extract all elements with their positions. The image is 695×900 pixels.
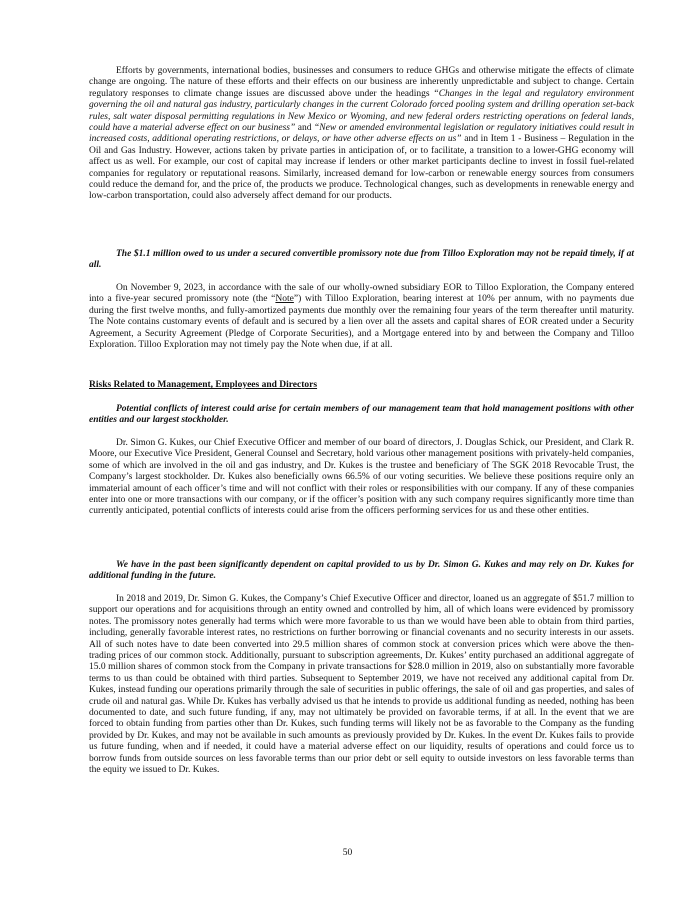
defined-term-note: Note (275, 294, 294, 305)
risk-heading-conflicts-of-interest (89, 404, 634, 427)
cross-reference-heading: “Changes in the legal and regulatory environment governing the oil and natural gas industry, particularly changes in the current Colorado forced pooling system and drilling operation set-back rules, salt water disposal permitting regulations in New Mexico or Wyoming, and new federal orders restricting operations on federal lands, could have a material adverse effect on our business” (89, 88, 634, 134)
kukes-funding-paragraph (89, 594, 634, 777)
risk-heading-text: Potential conflicts of interest could arise for certain members of our management team that hold management positions with other entities and our largest stockholder. (89, 404, 634, 426)
conflicts-of-interest-paragraph (89, 438, 634, 518)
risk-heading-tilloo-note (89, 249, 634, 272)
tilloo-note-paragraph (89, 283, 634, 351)
page-number: 50 (342, 848, 353, 858)
cross-reference-heading: “New or amended environmental legislation or regulatory initiatives could result in increased costs, additional operating restrictions, or delays, or have other adverse effects on us” (89, 123, 634, 145)
paragraph-text: ”) with Tilloo Exploration, bearing interest at 10% per annum, with no payments due during the first twelve months, and fully-amortized payments due monthly over the remaining four years of the term thereafter until maturity. The Note contains customary events of default and is secured by a lien over all the assets and capital shares of EOR created under a Security Agreement, a Security Agreement (Pledge of Corporate Securities), and a Mortgage entered into by and between the Company and Tilloo Exploration. Tilloo Exploration may not timely pay the Note when due, if at all. (89, 294, 634, 351)
risk-heading-kukes-funding (89, 560, 634, 583)
section-title-text: Risks Related to Management, Employees and Directors (89, 380, 318, 390)
risk-heading-text: We have in the past been significantly dependent on capital provided to us by Dr. Simon G. Kukes and may rely on Dr. Kukes for additional funding in the future. (89, 560, 634, 582)
section-title-management-risks (89, 380, 634, 391)
paragraph-text: In 2018 and 2019, Dr. Simon G. Kukes, the Company’s Chief Executive Officer and director, loaned us an aggregate of $51.7 million to support our operations and for acquisitions through an entity owned and controlled by him, all of which loans were evidenced by promissory notes. The promissory notes generally had terms which were more favorable to us than we would have been able to obtain from third parties, including, generally favorable interest rates, no restrictions on further borrowing or financial covenants and no security interests in our assets. All of such notes have to date been converted into 29.5 million shares of common stock at conversion prices which were above the then-trading prices of our common stock. Additionally, pursuant to subscription agreements, Dr. Kukes’ entity purchased an additional aggregate of 15.0 million shares of common stock from the Company in private transactions for $28.0 million in 2019, also on substantially more favorable terms to us than could be obtained with third parties. Subsequent to September 2019, we have not received any additional capital from Dr. Kukes, instead funding our operations primarily through the sale of securities in public offerings, the sale of oil and gas properties, and sales of crude oil and natural gas. While Dr. Kukes has verbally advised us that he intends to provide us additional funding as needed, nothing has been documented to date, and such future funding, if any, may not ultimately be provided on favorable terms, if at all. In the event that we are forced to obtain funding from parties other than Dr. Kukes, such funding terms will likely not be as favorable to the Company as the funding provided by Dr. Kukes, and may not be available in such amounts as previously provided by Dr. Kukes. In the event Dr. Kukes fails to provide us future funding, when and if needed, it could have a material adverse effect on our liquidity, results of operations and could force us to borrow funds from outside sources on less favorable terms than our prior debt or sell equity to outside investors on less favorable terms than the equity we issued to Dr. Kukes. (89, 594, 634, 776)
paragraph-text: and in Item 1 - Business – Regulation in the Oil and Gas Industry. However, actions taken by private parties in anticipation of, or to facilitate, a transition to a lower-GHG economy will affect us as well. For example, our cost of capital may increase if lenders or other market participants decline to invest in fossil fuel-related companies for regulatory or reputational reasons. Similarly, increased demand for low-carbon or renewable energy sources from consumers could reduce the demand for, and the price of, the products we produce. Technological changes, such as developments in renewable energy and low-carbon transportation, could also adversely affect demand for our products. (89, 134, 634, 202)
climate-change-paragraph (89, 66, 634, 203)
paragraph-text: Efforts by governments, international bodies, businesses and consumers to reduce GHGs and otherwise mitigate the effects of climate change are ongoing. The nature of these efforts and their effects on our business are inherently unpredictable and subject to change. Certain regulatory responses to climate change issues are discussed above under the headings (89, 66, 634, 99)
paragraph-text: and (295, 123, 314, 134)
risk-heading-text: The $1.1 million owed to us under a secured convertible promissory note due from Tilloo Exploration may not be repaid timely, if at all. (89, 249, 634, 271)
paragraph-text: Dr. Simon G. Kukes, our Chief Executive Officer and member of our board of directors, J. Douglas Schick, our President, and Clark R. Moore, our Executive Vice President, General Counsel and Secretary, hold various other management positions with privately-held companies, some of which are involved in the oil and gas industry, and Dr. Kukes is the trustee and beneficiary of The SGK 2018 Revocable Trust, the Company’s largest stockholder. Dr. Kukes also beneficially owns 66.5% of our voting securities. We believe these positions require only an immaterial amount of each officer’s time and will not conflict with their roles or responsibilities with our company. If any of these companies enter into one or more transactions with our company, or if the officer’s position with any such company requires significantly more time than currently anticipated, potential conflicts of interests could arise from the officers performing services for us and these other entities. (89, 438, 634, 517)
paragraph-text: On November 9, 2023, in accordance with the sale of our wholly-owned subsidiary EOR to Tilloo Exploration, the Company entered into a five-year secured promissory note (the “ (89, 283, 634, 305)
